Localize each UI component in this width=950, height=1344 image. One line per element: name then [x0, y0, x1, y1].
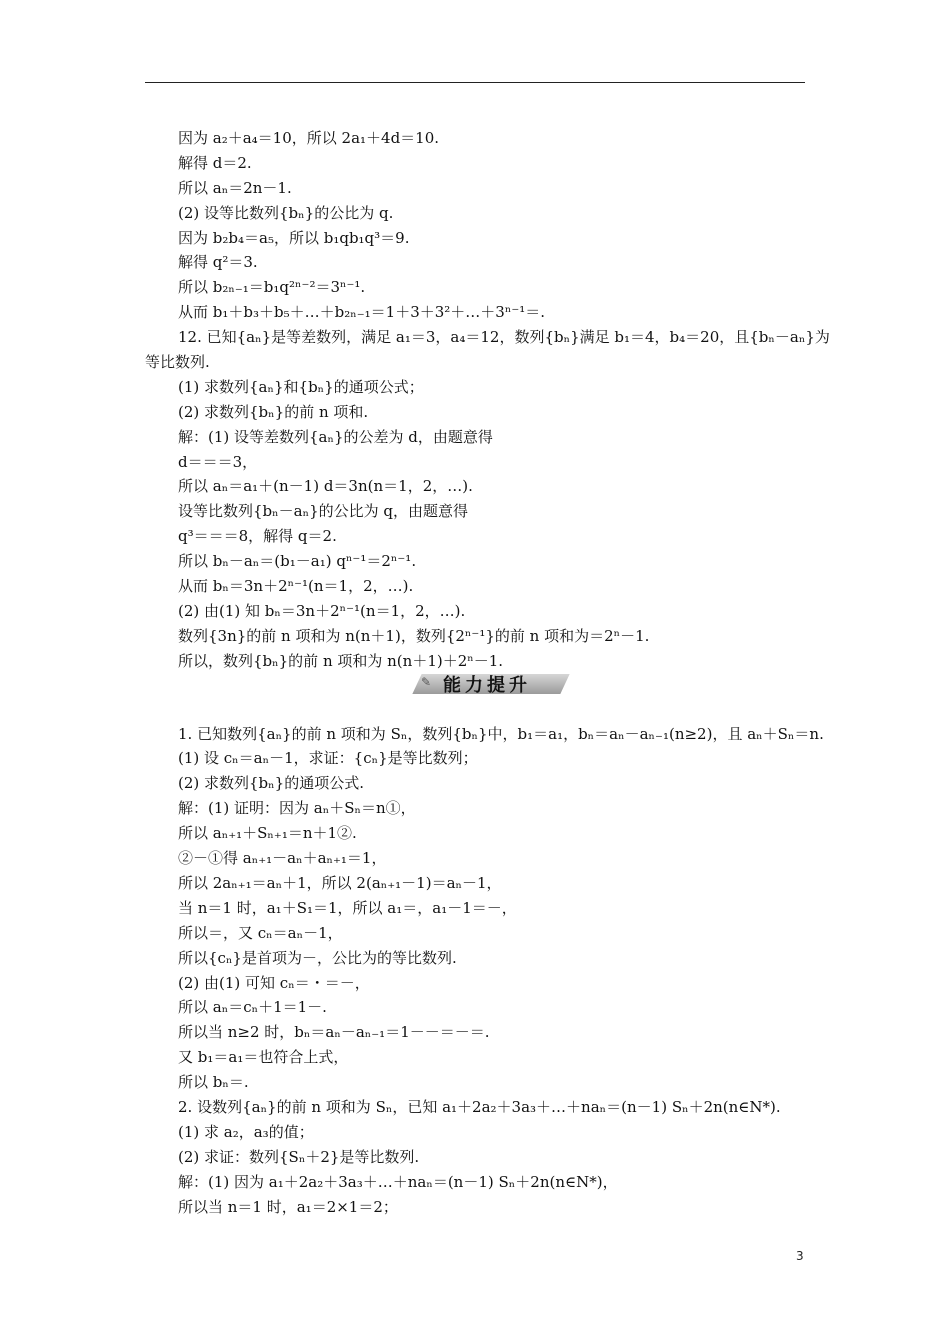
text-line: 从而 bₙ＝3n＋2ⁿ⁻¹(n＝1，2，…).: [178, 577, 414, 596]
text-line: 所以当 n≥2 时，bₙ＝aₙ－aₙ₋₁＝1－－＝－＝.: [178, 1023, 490, 1042]
text-line: 解：(1) 设等差数列{aₙ}的公差为 d，由题意得: [178, 427, 493, 446]
text-line: 当 n＝1 时，a₁＋S₁＝1，所以 a₁＝，a₁－1＝－，: [178, 898, 517, 917]
text-line: 解得 d＝2.: [178, 153, 252, 172]
text-line: 从而 b₁＋b₃＋b₅＋…＋b₂ₙ₋₁＝1＋3＋3²＋…＋3ⁿ⁻¹＝.: [178, 303, 546, 322]
page-number: 3: [796, 1249, 804, 1263]
text-line: 2. 设数列{aₙ}的前 n 项和为 Sₙ，已知 a₁＋2a₂＋3a₃＋…＋naₙ＝(n－1) Sₙ＋2n(n∈N*).: [178, 1097, 781, 1116]
text-line: (1) 求数列{aₙ}和{bₙ}的通项公式；: [178, 377, 424, 396]
text-line: 所以 b₂ₙ₋₁＝b₁q²ⁿ⁻²＝3ⁿ⁻¹.: [178, 278, 366, 297]
text-line: 设等比数列{bₙ－aₙ}的公比为 q，由题意得: [178, 502, 468, 521]
text-line: 等比数列.: [145, 353, 210, 372]
text-line: 解：(1) 证明：因为 aₙ＋Sₙ＝n①，: [178, 799, 416, 818]
text-line: 所以 aₙ＝a₁＋(n－1) d＝3n(n＝1，2，…).: [178, 477, 473, 496]
text-line: 数列{3n}的前 n 项和为 n(n＋1)，数列{2ⁿ⁻¹}的前 n 项和为＝2ⁿ－1.: [178, 626, 650, 645]
text-line: 所以{cₙ}是首项为－，公比为的等比数列.: [178, 948, 457, 967]
text-line: 12. 已知{aₙ}是等差数列，满足 a₁＝3，a₄＝12，数列{bₙ}满足 b₁＝4，b₄＝20，且{bₙ－aₙ}为: [178, 328, 830, 347]
text-line: 1. 已知数列{aₙ}的前 n 项和为 Sₙ，数列{bₙ}中，b₁＝a₁，bₙ＝aₙ－aₙ₋₁(n≥2)，且 aₙ＋Sₙ＝n.: [178, 724, 824, 743]
text-line: q³＝＝＝8，解得 q＝2.: [178, 527, 337, 546]
text-line: 所以当 n＝1 时，a₁＝2×1＝2；: [178, 1197, 398, 1216]
text-line: (1) 求 a₂，a₃的值；: [178, 1122, 314, 1141]
text-line: 解：(1) 因为 a₁＋2a₂＋3a₃＋…＋naₙ＝(n－1) Sₙ＋2n(n∈N*)，: [178, 1172, 618, 1191]
text-line: (1) 设 cₙ＝aₙ－1，求证：{cₙ}是等比数列；: [178, 749, 478, 768]
banner-decoration-icon: ✎: [421, 674, 432, 689]
text-line: 所以 bₙ＝.: [178, 1073, 249, 1092]
text-line: 所以＝，又 cₙ＝aₙ－1，: [178, 923, 343, 942]
solution-block-top: [145, 126, 830, 674]
text-line: (2) 设等比数列{bₙ}的公比为 q.: [178, 203, 394, 222]
text-line: 所以 aₙ＝2n－1.: [178, 178, 292, 197]
document-body: [145, 126, 830, 1219]
text-line: (2) 由(1) 知 bₙ＝3n＋2ⁿ⁻¹(n＝1，2，…).: [178, 601, 466, 620]
text-line: 所以 2aₙ₊₁＝aₙ＋1，所以 2(aₙ₊₁－1)＝aₙ－1，: [178, 873, 502, 892]
text-line: 又 b₁＝a₁＝也符合上式，: [178, 1048, 349, 1067]
text-line: (2) 求数列{bₙ}的通项公式.: [178, 774, 364, 793]
text-line: (2) 由(1) 可知 cₙ＝・＝－，: [178, 973, 370, 992]
text-line: 所以 aₙ₊₁＋Sₙ₊₁＝n＋1②.: [178, 824, 357, 843]
text-line: ②－①得 aₙ₊₁－aₙ＋aₙ₊₁＝1，: [178, 849, 387, 868]
text-line: 所以 bₙ－aₙ＝(b₁－a₁) qⁿ⁻¹＝2ⁿ⁻¹.: [178, 552, 417, 571]
section-banner: [145, 674, 810, 700]
text-line: 因为 b₂b₄＝a₅，所以 b₁qb₁q³＝9.: [178, 228, 410, 247]
text-line: 所以，数列{bₙ}的前 n 项和为 n(n＋1)＋2ⁿ－1.: [178, 651, 504, 670]
text-line: d＝＝＝3，: [178, 452, 258, 471]
text-line: 因为 a₂＋a₄＝10，所以 2a₁＋4d＝10.: [178, 129, 440, 147]
solution-block-bottom: [145, 722, 824, 1220]
text-line: 所以 aₙ＝cₙ＋1＝1－.: [178, 998, 327, 1017]
section-title: 能力提升: [443, 674, 531, 696]
header-rule: [145, 82, 805, 83]
text-line: (2) 求数列{bₙ}的前 n 项和.: [178, 402, 369, 421]
text-line: (2) 求证：数列{Sₙ＋2}是等比数列.: [178, 1147, 420, 1166]
text-line: 解得 q²＝3.: [178, 253, 258, 272]
